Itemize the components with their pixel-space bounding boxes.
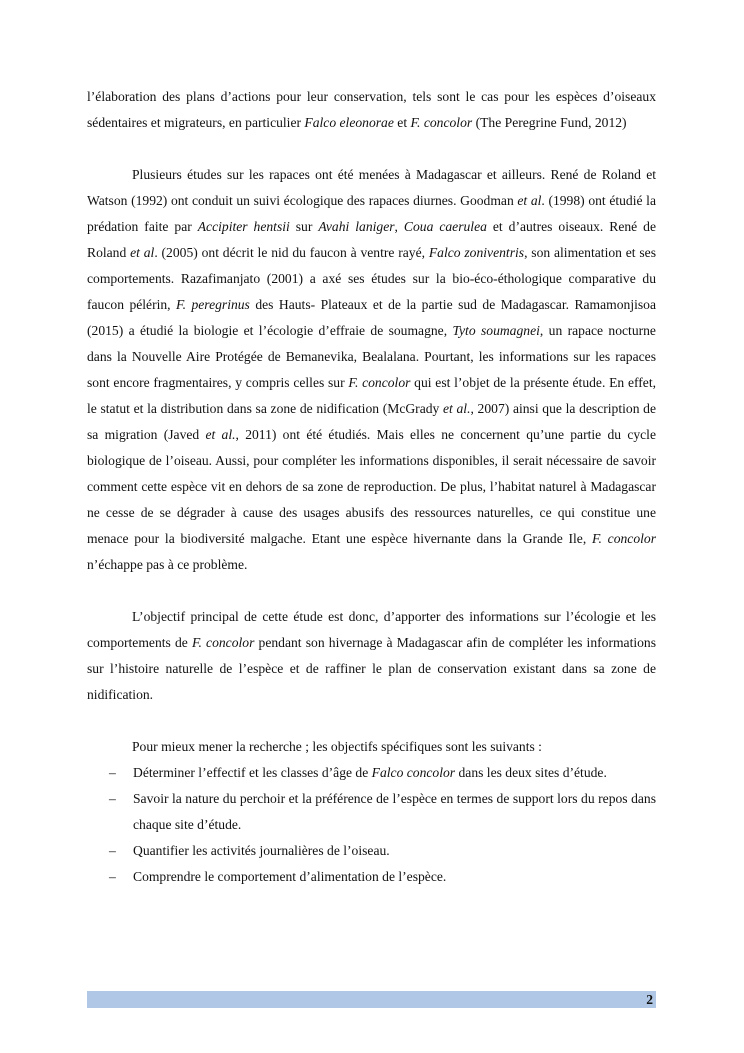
italic-text: F. concolor bbox=[591, 531, 656, 546]
text-run: (The Peregrine Fund, 2012) bbox=[472, 115, 627, 130]
document-page bbox=[87, 84, 656, 890]
italic-text: Coua caerulea bbox=[403, 219, 487, 234]
text-run: Déterminer l’effectif et les classes d’âge de bbox=[133, 765, 372, 780]
text-run: et d’autres oiseaux. René de Roland bbox=[87, 219, 657, 260]
text-run: , 2011) ont été étudiés. Mais elles ne concernent qu’une partie du cycle biologique de l’oiseau. Aussi, pour compléter les informations disponibles, il serait nécessaire de savoir comment cette espèce vit en dehors de sa zone de reproduction. De plus, l’habitat naturel à Madagascar ne cesse de se dégrader à cause des usages abusifs des ressources naturelles, ce qui constitue une menace pour la biodiversité malgache. Etant une espèce hivernante dans la Grande Ile, bbox=[87, 427, 656, 546]
italic-text: F. concolor bbox=[191, 635, 255, 650]
list-item bbox=[87, 864, 656, 890]
italic-text: Tyto soumagnei bbox=[452, 323, 540, 338]
italic-text: et al bbox=[130, 245, 155, 260]
italic-text: Falco eleonorae bbox=[304, 115, 394, 130]
italic-text: Avahi laniger bbox=[318, 219, 395, 234]
italic-text: Falco zoniventris bbox=[428, 245, 525, 260]
italic-text: F. concolor bbox=[348, 375, 411, 390]
paragraph-specific-objectives-intro bbox=[87, 734, 656, 760]
paragraph-main-objective bbox=[87, 604, 656, 708]
list-item bbox=[87, 838, 656, 864]
text-run: , son alimentation et ses comportements. Razafimanjato (2001) a axé ses études sur la bio-éco-éthologique comparative du faucon pélérin, bbox=[87, 245, 657, 312]
bullet-dash: – bbox=[109, 765, 116, 780]
text-run: Comprendre le comportement d’alimentation de l’espèce. bbox=[133, 869, 447, 884]
paragraph-intro-continued bbox=[87, 84, 656, 136]
text-run: et bbox=[393, 115, 411, 130]
paragraph-previous-studies bbox=[87, 162, 656, 578]
text-run: . (1998) ont étudié la prédation faite par bbox=[87, 193, 656, 234]
bullet-dash: – bbox=[109, 843, 116, 858]
italic-text: et al. bbox=[443, 401, 471, 416]
bullet-dash: – bbox=[109, 869, 116, 884]
italic-text: Accipiter hentsii bbox=[197, 219, 290, 234]
text-run: Pour mieux mener la recherche ; les objectifs spécifiques sont les suivants : bbox=[132, 739, 542, 754]
text-run: L’objectif principal de cette étude est donc, d’apporter des informations sur l’écologie et les comportements de bbox=[87, 609, 656, 650]
text-run: , un rapace nocturne dans la Nouvelle Aire Protégée de Bemanevika, Bealalana. Pourtant, les informations sur les rapaces sont encore fragmentaires, y compris celles sur bbox=[87, 323, 656, 390]
text-run: Savoir la nature du perchoir et la préférence de l’espèce en termes de support lors du repos dans chaque site d’étude. bbox=[133, 791, 656, 832]
italic-text: et al bbox=[517, 193, 542, 208]
specific-objectives-list bbox=[87, 760, 656, 890]
text-run: l’élaboration des plans d’actions pour leur conservation, tels sont le cas pour les espèces d’oiseaux sédentaires et migrateurs, en particulier bbox=[87, 89, 656, 130]
text-run: , bbox=[394, 219, 404, 234]
italic-text: F. concolor bbox=[410, 115, 473, 130]
page-footer-bar bbox=[87, 991, 656, 1008]
list-item bbox=[87, 760, 656, 786]
text-run: sur bbox=[289, 219, 319, 234]
italic-text: et al. bbox=[205, 427, 236, 442]
bullet-dash: – bbox=[109, 791, 116, 806]
text-run: , 2007) ainsi que la description de sa migration (Javed bbox=[87, 401, 656, 442]
text-run: qui est l’objet de la présente étude. En effet, le statut et la distribution dans sa zone de nidification (McGrady bbox=[87, 375, 657, 416]
text-run: dans les deux sites d’étude. bbox=[455, 765, 607, 780]
italic-text: F. peregrinus bbox=[176, 297, 250, 312]
text-run: Plusieurs études sur les rapaces ont été menées à Madagascar et ailleurs. René de Roland et Watson (1992) ont conduit un suivi écologique des rapaces diurnes. Goodman bbox=[87, 167, 656, 208]
text-run: . (2005) ont décrit le nid du faucon à ventre rayé, bbox=[154, 245, 429, 260]
text-run: des Hauts- Plateaux et de la partie sud de Madagascar. Ramamonjisoa (2015) a étudié la biologie et l’écologie d’effraie de soumagne, bbox=[87, 297, 657, 338]
list-item bbox=[87, 786, 656, 838]
text-run: Quantifier les activités journalières de l’oiseau. bbox=[133, 843, 390, 858]
text-run: n’échappe pas à ce problème. bbox=[87, 557, 248, 572]
text-run: pendant son hivernage à Madagascar afin de compléter les informations sur l’histoire naturelle de l’espèce et de raffiner le plan de conservation existant dans sa zone de nidification. bbox=[87, 635, 657, 702]
italic-text: Falco concolor bbox=[371, 765, 456, 780]
page-number: 2 bbox=[646, 992, 653, 1007]
